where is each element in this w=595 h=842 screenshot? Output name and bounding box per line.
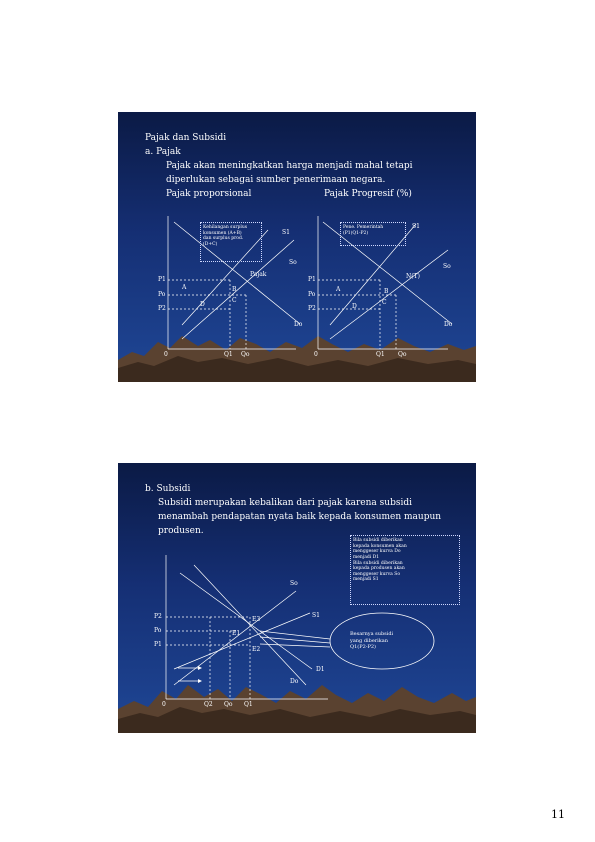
area-b: B	[232, 286, 237, 293]
note-line: (D+C)	[203, 241, 218, 247]
note-line: Pene. Pemerintah	[343, 225, 384, 230]
label-p2: P2	[158, 305, 166, 312]
label-e3: E3	[252, 616, 261, 623]
left-heading: Pajak proporsional	[166, 189, 252, 199]
label-so: So	[289, 259, 297, 266]
body-line-1: Subsidi merupakan kebalikan dari pajak karena subsidi	[158, 498, 412, 508]
label-qo: Qo	[224, 701, 233, 708]
area-b: B	[384, 288, 389, 295]
label-e1: E1	[232, 630, 241, 637]
label-po: Po	[158, 291, 166, 298]
label-do: Do	[444, 321, 453, 328]
label-p1: P1	[158, 276, 166, 283]
note-line: yang diberikan	[350, 637, 388, 644]
body-line-2: diperlukan sebagai sumber penerimaan negara.	[166, 175, 386, 185]
label-p2: P2	[308, 305, 316, 312]
label-s1: S1	[412, 223, 420, 230]
body-line-3: produsen.	[158, 526, 204, 536]
page-number: 11	[551, 808, 565, 821]
note-line: menjadi S1	[353, 577, 379, 583]
note-line: dan surplus prod.	[203, 236, 244, 242]
area-c: C	[382, 299, 387, 306]
graph-subsidi	[118, 463, 476, 733]
note-line: Kehilangan surplus	[203, 225, 248, 230]
area-d: D	[200, 301, 205, 308]
consumer-surplus-note	[200, 222, 262, 262]
slide-title: Pajak dan Subsidi	[145, 133, 227, 143]
note-line: menggeser kurva So	[353, 571, 401, 577]
label-d1: D1	[316, 666, 325, 673]
label-po: Po	[154, 627, 162, 634]
area-a: A	[336, 286, 341, 293]
note-line: kepada konsumen akan	[353, 543, 407, 549]
label-q1: Q1	[244, 701, 253, 708]
label-do: Do	[290, 678, 299, 685]
note-line: kepada produsen akan	[353, 566, 405, 572]
body-line-1: Pajak akan meningkatkan harga menjadi mahal tetapi	[166, 161, 413, 171]
label-q1: Q1	[376, 351, 385, 358]
note-line: menggeser kurva Do	[353, 549, 401, 555]
label-pajak: Pajak	[250, 271, 267, 278]
graphs-pajak	[118, 112, 476, 382]
note-line: menjadi D1	[353, 554, 380, 560]
label-q2: Q2	[204, 701, 213, 708]
note-line: Q1(P2-P2)	[350, 644, 376, 650]
label-so: So	[290, 580, 298, 587]
label-so: So	[443, 263, 451, 270]
note-line: konsumen (A+B)	[203, 230, 242, 236]
label-nt: N(T)	[406, 273, 420, 280]
label-po: Po	[308, 291, 316, 298]
right-heading: Pajak Progresif (%)	[324, 189, 412, 199]
note-line: Bila subsidi diberikan	[353, 538, 403, 543]
subsidy-graph-lines	[166, 555, 330, 699]
slide-subsidi	[118, 463, 476, 733]
label-p1: P1	[308, 276, 316, 283]
origin-label: 0	[314, 351, 318, 358]
slide-title: b. Subsidi	[145, 484, 191, 494]
label-s1: S1	[282, 229, 290, 236]
origin-label: 0	[164, 351, 168, 358]
label-do: Do	[294, 321, 303, 328]
label-e2: E2	[252, 646, 261, 653]
label-p1: P1	[154, 641, 162, 648]
subsidy-size-note	[350, 631, 393, 651]
note-line: Bila subsidi diberikan	[353, 560, 403, 566]
area-a: A	[182, 284, 187, 291]
label-qo: Qo	[398, 351, 407, 358]
list-item-a: a. Pajak	[145, 147, 181, 157]
label-s1: S1	[312, 612, 320, 619]
slide-pajak	[118, 112, 476, 382]
body-line-2: menambah pendapatan nyata baik kepada konsumen maupun	[158, 512, 442, 522]
arrowheads	[198, 666, 202, 683]
origin-label: 0	[162, 701, 166, 708]
note-line: Besarnya subsidi	[350, 631, 394, 637]
label-p2: P2	[154, 613, 162, 620]
label-qo: Qo	[241, 351, 250, 358]
note-line: (P1(Q1-P2)	[343, 230, 369, 236]
area-d: D	[352, 303, 357, 310]
area-c: C	[232, 297, 237, 304]
government-revenue-note	[340, 222, 406, 246]
label-q1: Q1	[224, 351, 233, 358]
